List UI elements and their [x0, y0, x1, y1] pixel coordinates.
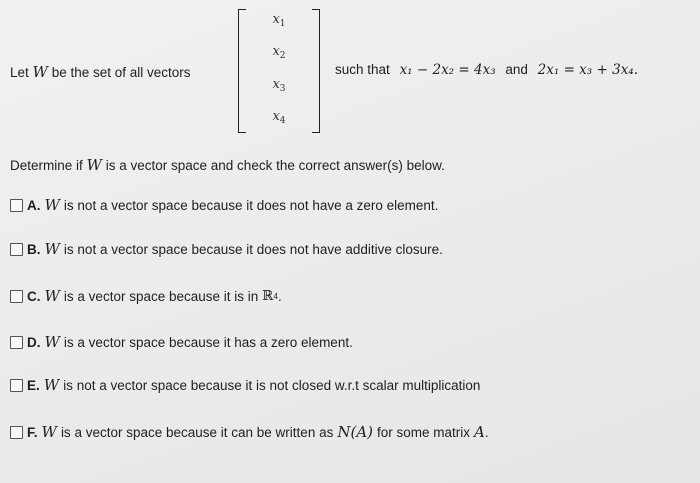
- option-a[interactable]: A. W is not a vector space because it does not have a zero element.: [10, 196, 438, 214]
- problem-conditions: such that x₁ − 2x₂ = 4x₃ and 2x₁ = x₃ + 3x₄.: [335, 62, 639, 78]
- matrix-entry-x3: $x_3$: [272, 77, 286, 94]
- option-c-checkbox[interactable]: [10, 290, 23, 303]
- matrix-entry-x2: $x_2$: [272, 44, 286, 61]
- option-a-checkbox[interactable]: [10, 199, 23, 212]
- matrix-entry-x4: $x_4$: [272, 109, 286, 126]
- option-e[interactable]: E. W is not a vector space because it is not closed w.r.t scalar multiplication: [10, 376, 480, 394]
- problem-lead: Let W be the set of all vectors: [10, 63, 191, 81]
- option-b-checkbox[interactable]: [10, 243, 23, 256]
- option-c[interactable]: C. W is a vector space because it is in ℝ 4 .: [10, 287, 282, 305]
- option-e-checkbox[interactable]: [10, 379, 23, 392]
- option-b[interactable]: B. W is not a vector space because it does not have additive closure.: [10, 240, 443, 258]
- option-f[interactable]: F. W is a vector space because it can be written as N(A) for some matrix A .: [10, 423, 489, 441]
- question-prompt: Determine if W is a vector space and check the correct answer(s) below.: [10, 156, 445, 174]
- matrix-entry-x1: $x_1$: [272, 12, 286, 29]
- option-d-checkbox[interactable]: [10, 336, 23, 349]
- set-name: W: [32, 63, 48, 81]
- vector-matrix: [238, 9, 320, 133]
- option-f-checkbox[interactable]: [10, 426, 23, 439]
- option-d[interactable]: D. W is a vector space because it has a zero element.: [10, 333, 353, 351]
- equation-1: x₁ − 2x₂ = 4x₃: [399, 62, 496, 78]
- equation-2: 2x₁ = x₃ + 3x₄.: [537, 62, 639, 78]
